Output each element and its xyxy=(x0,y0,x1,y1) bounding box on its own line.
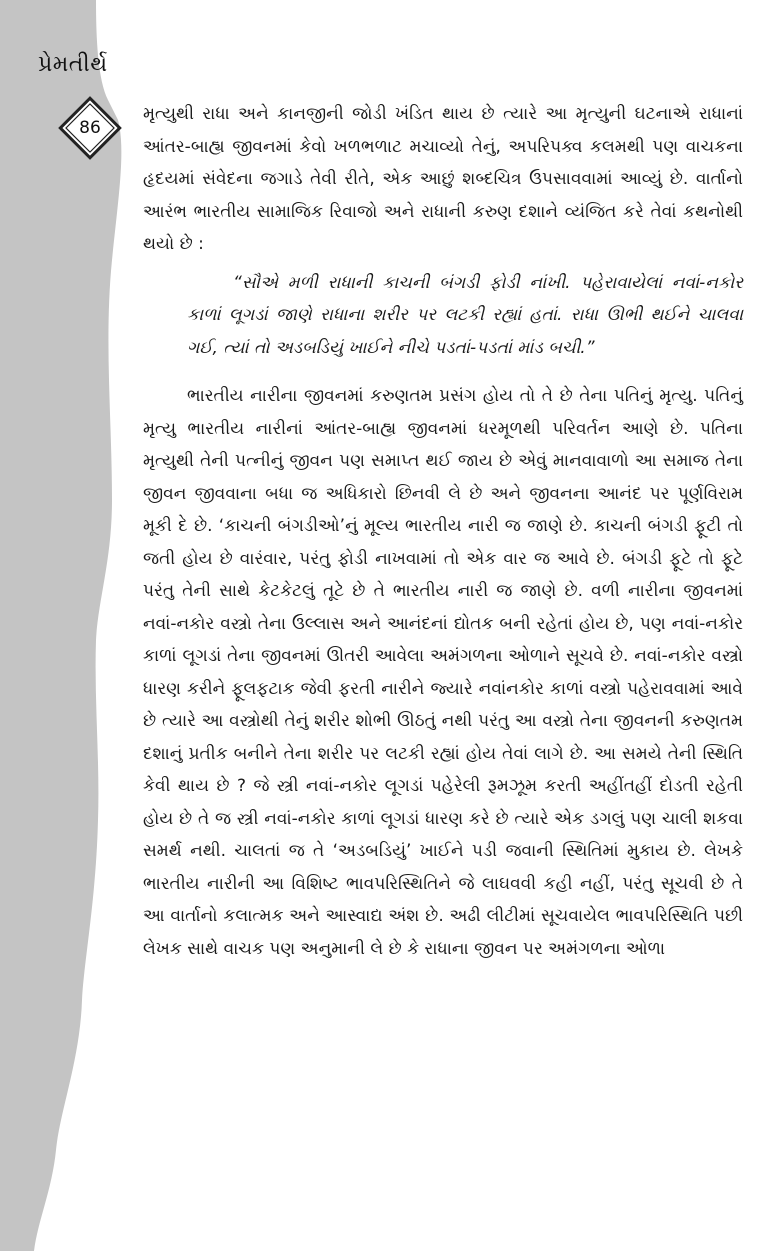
running-head: પ્રેમતીર્થ xyxy=(38,52,108,77)
intro-paragraph: મૃત્યુથી રાધા અને કાનજીની જોડી ખંડિત થાય છે ત્યારે આ મૃત્યુની ઘટનાએ રાધાનાં આંતર-બાહ્ય જીવનમાં કેવો ખળભળાટ મચાવ્યો તેનું, અપરિપક્વ કલમથી પણ વાચકના હૃદયમાં સંવેદના જગાડે તેવી રીતે, એક આછું શબ્દચિત્ર ઉપસાવવામાં આવ્યું છે. વાર્તાનો આરંભ ભારતીય સામાજિક રિવાજો અને રાધાની કરુણ દશાને વ્યંજિત કરે તેવાં કથનોથી થયો છે : xyxy=(143,104,743,254)
page-number: 86 xyxy=(79,118,101,138)
block-quote: “સૌએ મળી રાધાની કાચની બંગડી ફોડી નાંખી. પહેરાવાયેલાં નવાં-નકોર કાળાં લૂગડાં જાણે રાધાના શરીર પર લટકી રહ્યાં હતાં. રાધા ઊભી થઈને ચાલવા ગઈ, ત્યાં તો અડબડિયું ખાઈને નીચે પડતાં-પડતાં માંડ બચી.” xyxy=(187,272,743,358)
page-number-badge xyxy=(57,95,123,161)
body-text xyxy=(143,98,743,965)
main-paragraph: ભારતીય નારીના જીવનમાં કરુણતમ પ્રસંગ હોય તો તે છે તેના પતિનું મૃત્યુ. પતિનું મૃત્યુ ભારતીય નારીનાં આંતર-બાહ્ય જીવનમાં ધરમૂળથી પરિવર્તન આણે છે. પતિના મૃત્યુથી તેની પત્નીનું જીવન પણ સમાપ્ત થઈ જાય છે એવું માનવાવાળો આ સમાજ તેના જીવન જીવવાના બધા જ અધિકારો છિનવી લે છે અને જીવનના આનંદ પર પૂર્ણવિરામ મૂકી દે છે. ‘કાચની બંગડીઓ’નું મૂલ્ય ભારતીય નારી જ જાણે છે. કાચની બંગડી ફૂટી તો જતી હોય છે વારંવાર, પરંતુ ફોડી નાખવામાં તો એક વાર જ આવે છે. બંગડી ફૂટે તો ફૂટે પરંતુ તેની સાથે કેટકેટલું તૂટે છે તે ભારતીય નારી જ જાણે છે. વળી નારીના જીવનમાં નવાં-નકોર વસ્ત્રો તેના ઉલ્લાસ અને આનંદનાં દ્યોતક બની રહેતાં હોય છે, પણ નવાં-નકોર કાળાં લૂગડાં તેના જીવનમાં ઊતરી આવેલા અમંગળના ઓળાને સૂચવે છે. નવાં-નકોર વસ્ત્રો ધારણ કરીને ફૂલફટાક જેવી ફરતી નારીને જ્યારે નવાંનકોર કાળાં વસ્ત્રો પહેરાવવામાં આવે છે ત્યારે આ વસ્ત્રોથી તેનું શરીર શોભી ઊઠતું નથી પરંતુ આ વસ્ત્રો તેના જીવનની કરુણતમ દશાનું પ્રતીક બનીને તેના શરીર પર લટકી રહ્યાં હોય તેવાં લાગે છે. આ સમયે તેની સ્થિતિ કેવી થાય છે ? જે સ્ત્રી નવાં-નકોર લૂગડાં પહેરેલી રૂમઝૂમ કરતી અહીંતહીં દોડતી રહેતી હોય છે તે જ સ્ત્રી નવાં-નકોર કાળાં લૂગડાં ધારણ કરે છે ત્યારે એક ડગલું પણ ચાલી શકવા સમર્થ નથી. ચાલતાં જ તે ‘અડબડિયું’ ખાઈને પડી જવાની સ્થિતિમાં મુકાય છે. લેખકે ભારતીય નારીની આ વિશિષ્ટ ભાવપરિસ્થિતિને જે લાઘવવી કહી નહીં, પરંતુ સૂચવી છે તે આ વાર્તાનો કલાત્મક અને આસ્વાદ્ય અંશ છે. અઢી લીટીમાં સૂચવાયેલ ભાવપરિસ્થિતિ પછી લેખક સાથે વાચક પણ અનુમાની લે છે કે રાધાના જીવન પર અમંગળના ઓળા xyxy=(143,386,743,959)
